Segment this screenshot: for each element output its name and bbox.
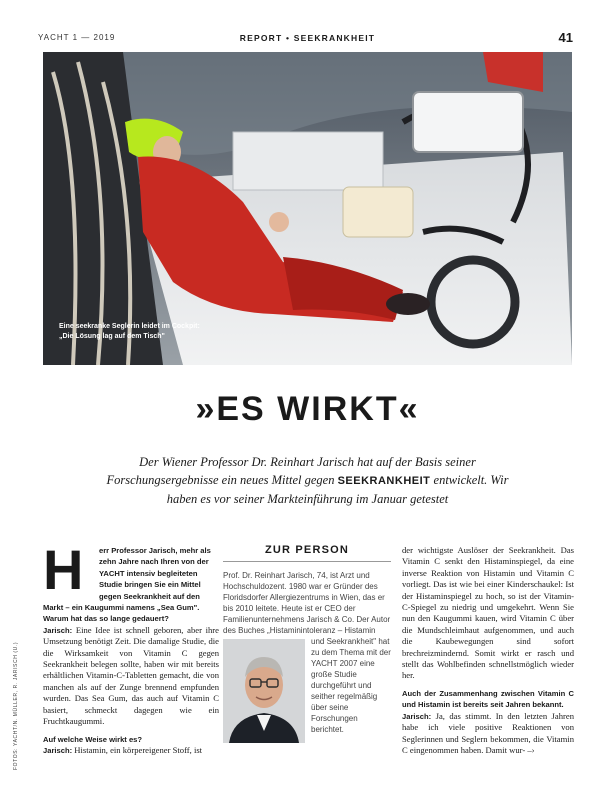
sidebar-text-side: und Seekrankheit" hat zu dem Thema mit der YACHT 2007 eine große Studie durchgeführt und seither regelmäßig über seine Forschungen berichtet.	[311, 637, 391, 735]
caption-line-2: „Die Lösung lag auf dem Tisch"	[59, 333, 165, 340]
question-1: err Professor Jarisch, mehr als zehn Jahre nach Ihren von der YACHT intensiv begleiteten Studie bringen Sie ein Mittel gegen Seekrankheit auf den Markt – ein Kaugummi namens „Sea Gum". Warum hat das so lange gedauert?	[43, 546, 211, 624]
caption-line-1: Eine seekranke Seglerin leidet im Cockpit:	[59, 323, 200, 330]
photo-credit-text: FOTOS: YACHT/N. MÜLLER, R. JARISCH (U.)	[13, 641, 19, 770]
answer-3-speaker: Jarisch:	[402, 711, 432, 721]
answer-2-text: Histamin, ein körpereigener Stoff, ist	[74, 744, 203, 755]
answer-1-speaker: Jarisch:	[43, 625, 73, 635]
sailing-cockpit-illustration	[43, 52, 572, 365]
column-1	[43, 538, 219, 756]
photo-caption	[59, 322, 200, 342]
answer-2	[43, 745, 219, 756]
section-title: REPORT • SEEKRANKHEIT	[239, 33, 376, 43]
answer-3-text: Ja, das stimmt. In den letzten Jahren habe ich viele positive Reaktionen von Seglerinnen und Seglern bekommen, die Vitamin C eingenommen haben. Damit wur- –›	[402, 710, 574, 755]
sidebar-text-top: Prof. Dr. Reinhart Jarisch, 74, ist Arzt und Hochschuldozent. 1980 war er Gründer des Floridsdorfer Allergiezentrums in Wien, das er bis 2010 leitete. Heute ist er CEO der Familienunternehmens Jarisch & Co. Der Autor des Buches „Histaminintoleranz – Histamin	[223, 571, 391, 636]
drop-cap: H	[43, 538, 84, 601]
intro-keyword: SEEKRANKHEIT	[337, 475, 431, 487]
sidebar-heading: ZUR PERSON	[223, 545, 391, 562]
page-number: 41	[558, 30, 573, 45]
headline: »ES WIRKT«	[195, 390, 420, 428]
portrait-photo	[223, 639, 305, 743]
question-2: Auf welche Weise wirkt es?	[43, 734, 143, 744]
column-3	[402, 545, 574, 756]
intro-text	[95, 453, 520, 508]
photo-credit	[13, 600, 23, 770]
intro-part-2: entwickelt. Wir haben es vor seiner Markteinführung im Januar getestet	[166, 473, 509, 506]
answer-1	[43, 625, 219, 728]
sidebar-body	[223, 636, 391, 735]
question-3: Auch der Zusammenhang zwischen Vitamin C und Histamin ist bereits seit Jahren bekannt.	[402, 688, 574, 710]
main-photo	[43, 52, 572, 365]
person-sidebar	[223, 545, 391, 743]
answer-2-speaker: Jarisch:	[43, 745, 73, 755]
intro-part-1: Der Wiener Professor Dr. Reinhart Jarisch hat auf der Basis seiner Forschungsergebnisse ein neues Mittel gegen	[106, 455, 476, 487]
answer-3	[402, 711, 574, 757]
answer-continued: der wichtigste Auslöser der Seekrankheit. Das Vitamin C senkt den Histaminspiegel, da eine inverse Reaktion von Histamin und Vitamin C vorliegt. Das ist wie bei einer Kinderschaukel: Ist der Histaminspiegel zu hoch, so ist der Vitamin-C-Spiegel zu niedrig und umgekehrt. Wenn Sie nun den Kaugummi kauen, wird Vitamin C über die Mundschleimhaut aufgenommen, und auch die Kaubewegungen sind sofort brechreizmindernd. Somit wirkt er rasch und stellt das Wohlbefinden schnellstmöglich wieder her.	[402, 545, 574, 681]
answer-1-text: Eine Idee ist schnell geboren, aber ihre Umsetzung benötigt Zeit. Die damalige Studie, die die Wirksamkeit von Vitamin C gegen Seekrankheit belegen sollte, haben wir mit bereits erhältlichen Vitamin-C-Tabletten gemacht, die von manchen als auf der Zunge brennend empfunden wurden. Das Sea Gum, das auch auf Vitamin C basiert, schmeckt dagegen wie ein Fruchtkaugummi.	[43, 624, 219, 727]
magazine-issue: YACHT 1 — 2019	[38, 33, 116, 42]
